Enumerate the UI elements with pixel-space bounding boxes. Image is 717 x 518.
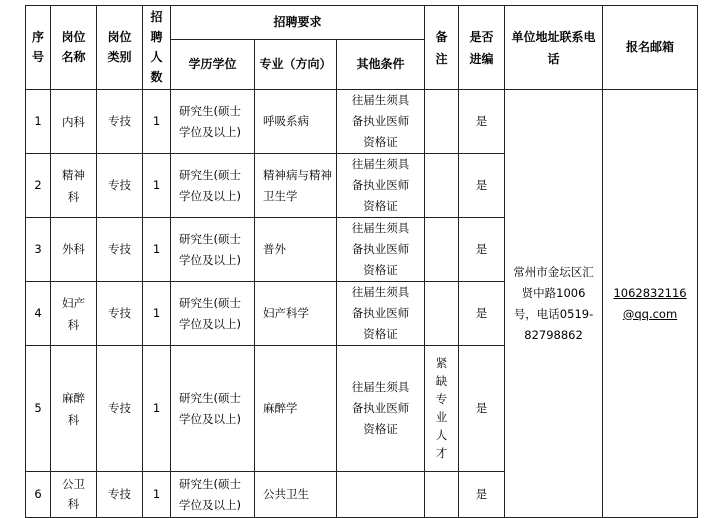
cell-position-name: 内科 xyxy=(51,90,97,154)
header-requirements: 招聘要求 xyxy=(171,6,425,40)
header-major: 专业（方向） xyxy=(255,40,337,90)
cell-education: 研究生(硕士学位及以上) xyxy=(171,218,255,282)
header-position-type: 岗位类别 xyxy=(97,6,143,90)
header-email: 报名邮箱 xyxy=(603,6,698,90)
header-in-staff: 是否进编 xyxy=(459,6,505,90)
cell-in-staff: 是 xyxy=(459,90,505,154)
cell-count: 1 xyxy=(143,218,171,282)
header-education: 学历学位 xyxy=(171,40,255,90)
cell-count: 1 xyxy=(143,346,171,472)
cell-major: 精神病与精神卫生学 xyxy=(255,154,337,218)
cell-major: 妇产科学 xyxy=(255,282,337,346)
cell-contact: 常州市金坛区汇贤中路1006号，电话0519-82798862 xyxy=(505,90,603,518)
cell-education: 研究生(硕士学位及以上) xyxy=(171,154,255,218)
cell-position-type: 专技 xyxy=(97,472,143,518)
cell-count: 1 xyxy=(143,472,171,518)
header-remark: 备注 xyxy=(425,6,459,90)
header-count: 招聘人数 xyxy=(143,6,171,90)
cell-remark xyxy=(425,282,459,346)
cell-education: 研究生(硕士学位及以上) xyxy=(171,472,255,518)
cell-other: 往届生须具备执业医师资格证 xyxy=(337,218,425,282)
cell-count: 1 xyxy=(143,282,171,346)
cell-position-name: 妇产科 xyxy=(51,282,97,346)
cell-major: 普外 xyxy=(255,218,337,282)
cell-major: 麻醉学 xyxy=(255,346,337,472)
cell-position-name: 公卫科 xyxy=(51,472,97,518)
cell-remark: 紧缺专业人才 xyxy=(425,346,459,472)
cell-seq: 5 xyxy=(26,346,51,472)
cell-email[interactable] xyxy=(603,90,698,518)
cell-other xyxy=(337,472,425,518)
cell-other: 往届生须具备执业医师资格证 xyxy=(337,90,425,154)
table-row xyxy=(26,90,698,154)
cell-seq: 2 xyxy=(26,154,51,218)
cell-position-type: 专技 xyxy=(97,218,143,282)
cell-position-type: 专技 xyxy=(97,282,143,346)
cell-remark xyxy=(425,90,459,154)
cell-remark xyxy=(425,154,459,218)
cell-seq: 3 xyxy=(26,218,51,282)
cell-seq: 6 xyxy=(26,472,51,518)
cell-education: 研究生(硕士学位及以上) xyxy=(171,346,255,472)
cell-position-type: 专技 xyxy=(97,90,143,154)
recruitment-table xyxy=(25,5,698,518)
cell-education: 研究生(硕士学位及以上) xyxy=(171,282,255,346)
header-seq: 序号 xyxy=(26,6,51,90)
cell-seq: 4 xyxy=(26,282,51,346)
cell-remark xyxy=(425,218,459,282)
cell-education: 研究生(硕士学位及以上) xyxy=(171,90,255,154)
email-link[interactable]: 1062832116@qq.com xyxy=(613,285,687,321)
header-other: 其他条件 xyxy=(337,40,425,90)
cell-in-staff: 是 xyxy=(459,154,505,218)
cell-position-name: 外科 xyxy=(51,218,97,282)
cell-position-type: 专技 xyxy=(97,154,143,218)
cell-major: 呼吸系病 xyxy=(255,90,337,154)
cell-other: 往届生须具备执业医师资格证 xyxy=(337,282,425,346)
cell-position-name: 精神科 xyxy=(51,154,97,218)
cell-in-staff: 是 xyxy=(459,346,505,472)
header-contact: 单位地址联系电话 xyxy=(505,6,603,90)
cell-seq: 1 xyxy=(26,90,51,154)
cell-other: 往届生须具备执业医师资格证 xyxy=(337,154,425,218)
cell-count: 1 xyxy=(143,90,171,154)
cell-in-staff: 是 xyxy=(459,218,505,282)
cell-count: 1 xyxy=(143,154,171,218)
cell-position-type: 专技 xyxy=(97,346,143,472)
cell-in-staff: 是 xyxy=(459,472,505,518)
cell-position-name: 麻醉科 xyxy=(51,346,97,472)
cell-remark xyxy=(425,472,459,518)
cell-major: 公共卫生 xyxy=(255,472,337,518)
cell-other: 往届生须具备执业医师资格证 xyxy=(337,346,425,472)
header-position-name: 岗位名称 xyxy=(51,6,97,90)
cell-in-staff: 是 xyxy=(459,282,505,346)
